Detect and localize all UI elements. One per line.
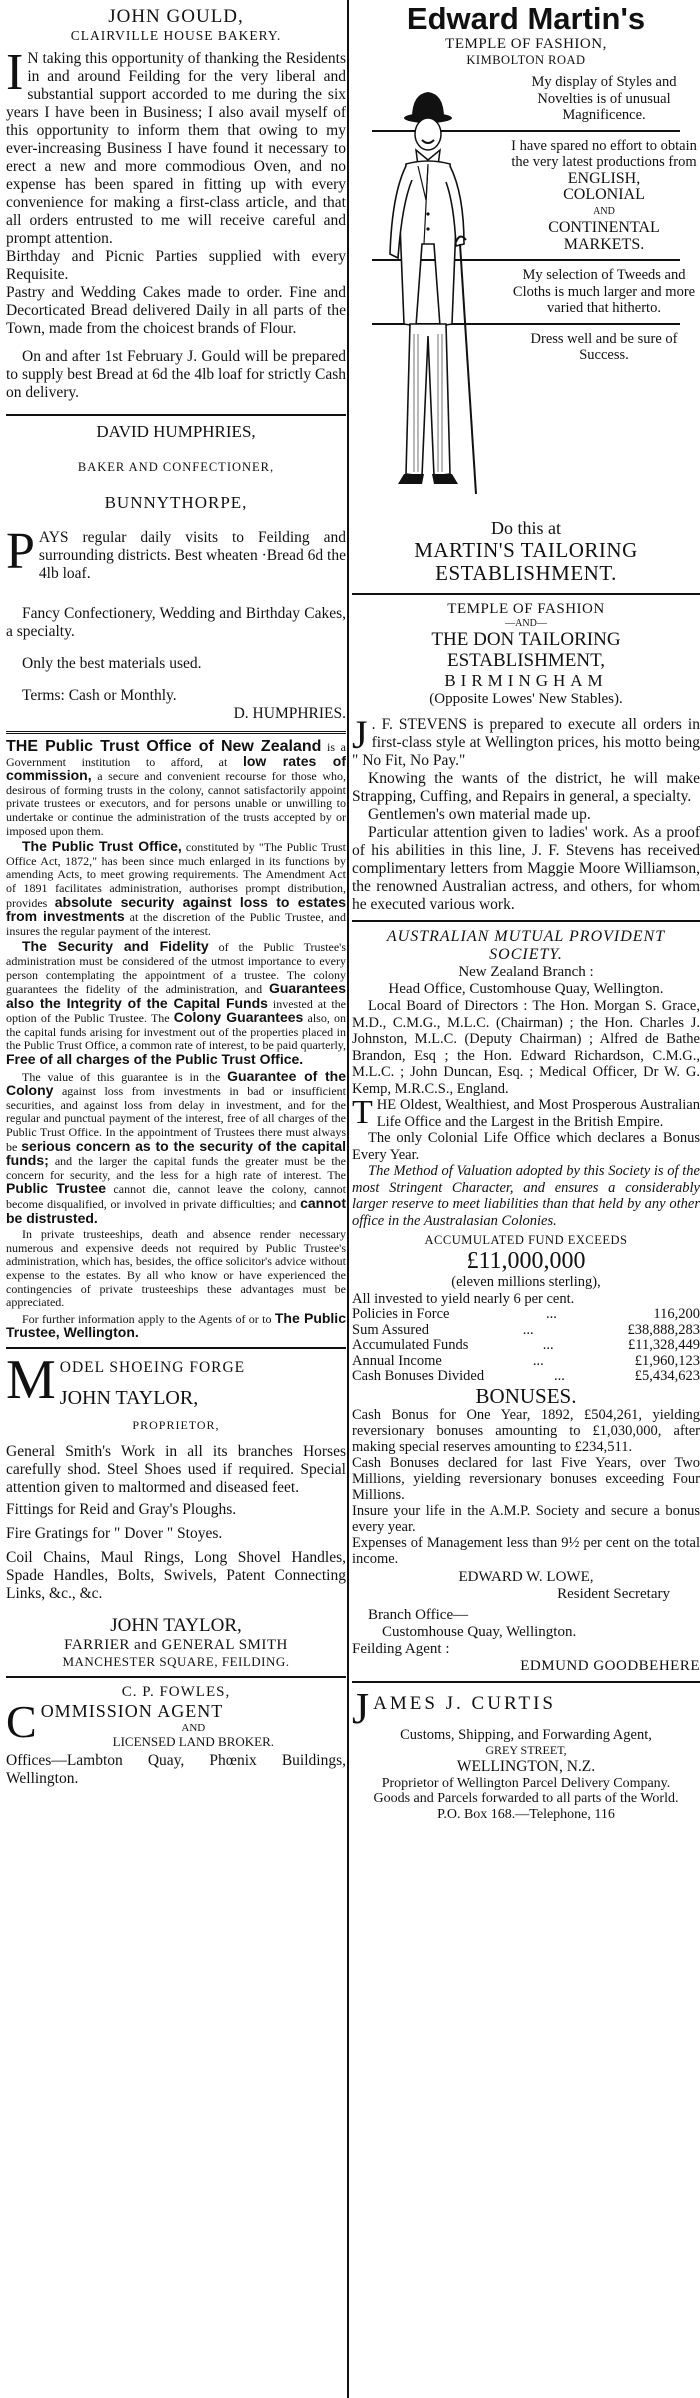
fowles-sub2: LICENSED LAND BROKER.	[112, 1733, 275, 1749]
text-run: Colony Guarantees	[173, 1009, 304, 1026]
amp-title: AUSTRALIAN MUTUAL PROVIDENT SOCIETY.	[386, 928, 666, 963]
text-run: low rates of commission,	[6, 752, 346, 784]
curtis-header	[352, 1689, 700, 1727]
humphries-advert	[6, 422, 346, 723]
amp-board: Local Board of Directors : The Hon. Morgan S. Grace, M.D., C.M.G., M.L.C. (Chairman) ; the Hon. Charles J. Johnston, M.L.C. (Deputy Chairman) ; Alfred de Bathe Brandon, Esq ; the Hon. Edward Richardson, C.M.G., M.L.C. ; John Duncan, Esq. ; Medical Officer, Dr W. G. Kemp, M.R.C.S., England.	[352, 998, 700, 1097]
martin-do-this: Do this at	[491, 518, 561, 538]
amp-head: Head Office, Customhouse Quay, Wellington.	[388, 981, 664, 997]
table-row	[352, 1307, 700, 1323]
public-trust-p1	[6, 740, 346, 838]
don-p1	[352, 712, 700, 770]
amp-amount: £11,000,000	[466, 1248, 586, 1274]
forge-line1: Fittings for Reid and Gray's Ploughs.	[6, 1500, 237, 1518]
amp-eleven: (eleven millions sterling),	[451, 1274, 601, 1290]
fowles-header	[6, 1701, 346, 1750]
martin-address: KIMBOLTON ROAD	[466, 53, 586, 67]
humphries-fancy: Fancy Confectionery, Wedding and Birthday Cakes, a specialty.	[6, 605, 346, 640]
text-run: Free of all charges of the Public Trust Office.	[6, 1051, 304, 1068]
gould-notice: On and after 1st February J. Gould will be prepared to supply best Bread at 6d the 4lb loaf for strictly Cash on delivery.	[6, 348, 346, 401]
amp-branch-office: Branch Office—	[368, 1606, 469, 1623]
table-row	[352, 1354, 700, 1370]
fowles-drop-letter: C	[6, 1700, 37, 1747]
fowles-offices: Offices—Lambton Quay, Phœnix Buildings, Wellington.	[6, 1751, 346, 1787]
don-p4: Particular attention given to ladies' work. As a proof of his abilities in this line, J. F. Stevens has received complimentary letters from Maggie Moore Williamson, the renowned Australian actress, and others, for whom he executed various work.	[352, 824, 700, 913]
public-trust-p2	[6, 840, 346, 938]
gentleman-illustration	[352, 74, 502, 514]
forge-footer-name: JOHN TAYLOR,	[110, 1614, 242, 1636]
gould-advert	[6, 0, 346, 402]
text-run: The Security and Fidelity	[22, 938, 209, 955]
don-p2: Knowing the wants of the district, he will make Strapping, Cuffing, and Repairs in general, a specialty.	[352, 770, 700, 805]
stat-dots: ...	[553, 1368, 565, 1384]
fowles-name: C. P. FOWLES,	[121, 1683, 231, 1700]
curtis-name: AMES J. CURTIS	[373, 1692, 556, 1714]
stat-value: £5,434,623	[634, 1368, 700, 1384]
public-trust-p4	[6, 1067, 346, 1227]
divider	[352, 593, 700, 595]
curtis-street: GREY STREET,	[485, 1742, 567, 1757]
amp-cash-bonus: Cash Bonus for One Year, 1892, £504,261, yielding reversionary bonuses amounting to £1,030,000, after making special reserves amounting to £234,511.	[352, 1406, 700, 1455]
curtis-proprietor: Proprietor of Wellington Parcel Delivery Company.	[381, 1775, 671, 1791]
humphries-place: BUNNYTHORPE,	[104, 493, 248, 512]
humphries-body-text: AYS regular daily visits to Feilding and surrounding districts. Best wheaten ·Bread 6d the 4lb loaf.	[38, 529, 346, 582]
text-run: Public Trustee	[6, 1180, 107, 1197]
amp-only: The only Colonial Life Office which declares a Bonus Every Year.	[352, 1130, 700, 1163]
fowles-advert	[6, 1684, 346, 1788]
martin-p2d: AND	[593, 205, 615, 217]
text-run: and the larger the capital funds the greater must be the concern for security, and the less for a high rate of interest. The	[6, 1154, 346, 1182]
martin-p2b: ENGLISH,	[567, 169, 641, 187]
gould-line1: Birthday and Picnic Parties supplied with every Requisite.	[6, 248, 346, 283]
don-title: THE DON TAILORING ESTABLISHMENT,	[431, 629, 621, 671]
stat-dots: ...	[522, 1321, 534, 1338]
divider	[352, 1681, 700, 1683]
public-trust-advert	[6, 740, 346, 1341]
curtis-box: P.O. Box 168.—Telephone, 116	[437, 1806, 615, 1822]
stat-dots: ...	[546, 1306, 557, 1322]
amp-drop-letter: T	[352, 1094, 373, 1131]
divider	[6, 731, 346, 734]
text-run: of the Public Trustee's administration must be considered of the utmost importance to every person contemplating the appointment of a trustee. The colony guarantees the fidelity of the administration, and	[6, 940, 346, 997]
divider	[352, 920, 700, 922]
curtis-drop-letter: J	[352, 1688, 370, 1727]
right-column	[352, 0, 700, 2398]
forge-title: ODEL SHOEING FORGE	[59, 1358, 246, 1376]
divider	[6, 1347, 346, 1349]
table-row	[352, 1338, 700, 1354]
text-run: invested at the option of the Public Trustee. The	[6, 996, 346, 1026]
humphries-signature: D. HUMPHRIES.	[233, 705, 346, 722]
table-row	[352, 1369, 700, 1385]
don-temple: TEMPLE OF FASHION	[447, 601, 605, 617]
martin-subtitle: TEMPLE OF FASHION,	[445, 36, 607, 52]
humphries-terms: Terms: Cash or Monthly.	[22, 687, 177, 704]
gould-title: JOHN GOULD,	[108, 6, 244, 27]
text-run: cannot be distrusted.	[6, 1195, 346, 1226]
martin-p3: My selection of Tweeds and Cloths is much larger and more varied that hitherto.	[512, 267, 696, 316]
gould-subtitle: CLAIRVILLE HOUSE BAKERY.	[70, 28, 282, 43]
curtis-services: Customs, Shipping, and Forwarding Agent,	[400, 1726, 652, 1743]
forge-footer-address: MANCHESTER SQUARE, FEILDING.	[62, 1653, 290, 1669]
humphries-materials: Only the best materials used.	[22, 655, 202, 672]
forge-drop-letter: M	[6, 1354, 56, 1410]
text-run: The Public Trust Office,	[22, 838, 182, 855]
curtis-city: WELLINGTON, N.Z.	[456, 1757, 596, 1775]
martin-p2a: I have spared no effort to obtain the very latest productions from	[511, 137, 697, 170]
don-city: BIRMINGHAM	[444, 671, 608, 690]
stat-value: £1,960,123	[634, 1352, 700, 1369]
public-trust-title: THE Public Trust Office of New Zealand	[6, 738, 322, 755]
forge-line3: Coil Chains, Maul Rings, Long Shovel Handles, Spade Handles, Bolts, Swivels, Patent Connecting Links, &c., &c.	[6, 1548, 346, 1602]
martin-p1: My display of Styles and Novelties is of unusual Magnificence.	[531, 74, 677, 123]
martin-advert	[352, 0, 700, 585]
text-run: cannot die, cannot leave the colony, cannot become disqualified, or involved in private difficulties; and	[6, 1182, 346, 1211]
stat-value: 116,200	[653, 1306, 700, 1322]
amp-insure: Insure your life in the A.M.P. Society and secure a bonus every year.	[352, 1502, 700, 1535]
amp-agent-name: EDMUND GOODBEHERE	[520, 1657, 700, 1674]
stat-label: Cash Bonuses Divided	[352, 1368, 485, 1384]
text-run: serious concern as to the security of the capital funds;	[6, 1137, 346, 1169]
curtis-goods: Goods and Parcels forwarded to all parts of the World.	[373, 1791, 679, 1806]
public-trust-p6	[6, 1309, 346, 1341]
stat-value: £11,328,449	[628, 1337, 700, 1353]
gould-body	[6, 44, 346, 248]
stat-label: Policies in Force	[352, 1306, 450, 1322]
amp-method: The Method of Valuation adopted by this Society is of the most Stringent Character, and ensures a considerably larger reserve to meet liabilities than that held by any other office in the Australasian Colonies.	[352, 1163, 700, 1229]
divider	[6, 414, 346, 416]
table-row	[352, 1323, 700, 1339]
amp-declared: Cash Bonuses declared for last Five Years, over Two Millions, yielding reversionary bonuses exceeding Four Millions.	[352, 1454, 700, 1503]
text-run: also, on the capital funds arising for investment out of the properties placed in the Public Trust Office, a common rate of interest, to be paid quarterly,	[6, 1011, 346, 1053]
amp-invested: All invested to yield nearly 6 per cent.	[352, 1291, 575, 1307]
amp-oldest	[352, 1094, 700, 1131]
text-run: constituted by "The Public Trust Office Act, 1872," has been since much enlarged in its functions by amending Acts, to meet growing requirements. The Amendment Act of 1891 facilitates administration, authorises prompt distribution, provides	[6, 840, 346, 910]
text-run: Guarantee of the Colony	[6, 1067, 346, 1099]
forge-footer-trade: FARRIER and GENERAL SMITH	[64, 1636, 288, 1653]
column-rule	[347, 0, 349, 2398]
stat-dots: ...	[542, 1337, 554, 1353]
text-run: The value of this guarantee is in the	[22, 1069, 228, 1084]
public-trust-p5: In private trusteeships, death and absence render necessary numerous and expensive deeds not required by Public Trustee's administration, which has, besides, the office solicitor's advice without expense to the estates. By all who know or have experienced the contingencies of private trusteeships these advantages must be appreciated.	[6, 1227, 346, 1310]
humphries-drop-letter: P	[6, 523, 35, 580]
forge-line2: Fire Gratings for " Dover " Stoyes.	[6, 1524, 223, 1542]
curtis-advert	[352, 1689, 700, 1823]
amp-stats-table	[352, 1307, 700, 1385]
text-run: is a Government institution to afford, at	[6, 740, 346, 769]
forge-header	[6, 1355, 346, 1410]
don-opposite: (Opposite Lowes' New Stables).	[429, 691, 623, 707]
stat-dots: ...	[532, 1352, 544, 1369]
text-run: The Public Trustee, Wellington.	[6, 1309, 346, 1341]
martin-p2e: CONTINENTAL MARKETS.	[548, 219, 660, 253]
public-trust-p3	[6, 940, 346, 1067]
martin-title: Edward Martin's	[406, 1, 646, 36]
amp-secretary-name: EDWARD W. LOWE,	[458, 1568, 594, 1585]
divider	[6, 1676, 346, 1678]
martin-p4: Dress well and be sure of Success.	[530, 330, 678, 363]
text-run: a secure and convenient recourse for those who, desirous of forming trusts in the colony, cannot satisfactorily appoint private trustees or executors, and for persons unable or unwilling to undertake or continue the administration of the trusts accepted by or imposed upon them.	[6, 769, 346, 838]
humphries-name: DAVID HUMPHRIES,	[96, 422, 256, 441]
fowles-sub: AND	[181, 1721, 206, 1734]
gould-line2: Pastry and Wedding Cakes made to order. Fine and Decorticated Bread delivered Daily in all parts of the Town, made from the choicest brands of Flour.	[6, 284, 346, 337]
stat-value: £38,888,283	[627, 1321, 700, 1338]
text-run: Guarantees also the Integrity of the Capital Funds	[6, 980, 346, 1011]
gould-body-text: N taking this opportunity of thanking the Residents in and around Feilding for the very liberal and substantial support accorded to me during the six years I have been in Business; I also avail myself of this opportunity to inform them that owing to my ever-increasing Business I have found it necessary to erect a new and more commodious Oven, and no expense has been spared in fitting up with every convenience for making a first-class article, and that all orders entrusted to me will receive careful and prompt attention.	[6, 50, 346, 247]
martin-p2c: COLONIAL	[563, 186, 645, 203]
amp-branch-address: Customhouse Quay, Wellington.	[382, 1623, 577, 1640]
humphries-trade: BAKER AND CONFECTIONER,	[77, 460, 275, 474]
text-run: against loss from investments in bad or insufficient securities, and against loss from delay in investment, and for the regular and punctual payment of the interest, free of all charges of the Public Trust Office. In the appointment of Trustees there must always be	[6, 1084, 346, 1154]
fowles-title: OMMISSION AGENT	[40, 1700, 224, 1721]
forge-name: JOHN TAYLOR,	[59, 1386, 199, 1409]
amp-branch: New Zealand Branch :	[458, 964, 594, 980]
don-p1-text: . F. STEVENS is prepared to execute all orders in first-class style at Wellington prices, his motto being " No Fit, No Pay."	[352, 716, 700, 769]
amp-oldest-text: HE Oldest, Wealthiest, and Most Prosperous Australian Life Office and the Largest in the British Empire.	[376, 1097, 700, 1130]
forge-body: General Smith's Work in all its branches Horses carefully shod. Steel Shoes used if required. Special attention given to maltormed and diseased feet.	[6, 1442, 346, 1496]
don-p3: Gentlemen's own material made up.	[368, 806, 591, 823]
martin-tailoring: MARTIN'S TAILORING ESTABLISHMENT.	[414, 538, 638, 585]
don-advert	[352, 601, 700, 914]
amp-secretary-title: Resident Secretary	[557, 1585, 670, 1602]
don-and: —AND—	[505, 618, 547, 629]
humphries-body	[6, 523, 346, 583]
gould-drop-letter: I	[6, 44, 24, 101]
stat-label: Accumulated Funds	[352, 1337, 469, 1353]
text-run: absolute security against loss to estates from investments	[6, 893, 346, 925]
amp-expenses: Expenses of Management less than 9½ per cent on the total income.	[352, 1534, 700, 1567]
amp-agent-label: Feilding Agent :	[352, 1640, 450, 1657]
text-run: at the discretion of the Public Trustee, and insures the regular payment of the interest.	[6, 910, 346, 938]
forge-advert	[6, 1355, 346, 1670]
gentleman-figure-icon	[352, 74, 502, 514]
stat-label: Sum Assured	[352, 1321, 429, 1338]
amp-accumulated: ACCUMULATED FUND EXCEEDS	[424, 1233, 628, 1247]
amp-advert	[352, 928, 700, 1675]
left-column	[6, 0, 346, 2398]
text-run: For further information apply to the Agents of or to	[22, 1311, 275, 1326]
don-drop-letter: J	[352, 712, 368, 757]
stat-label: Annual Income	[352, 1352, 442, 1369]
forge-role: PROPRIETOR,	[132, 1417, 220, 1432]
amp-bonuses: BONUSES.	[475, 1383, 577, 1408]
